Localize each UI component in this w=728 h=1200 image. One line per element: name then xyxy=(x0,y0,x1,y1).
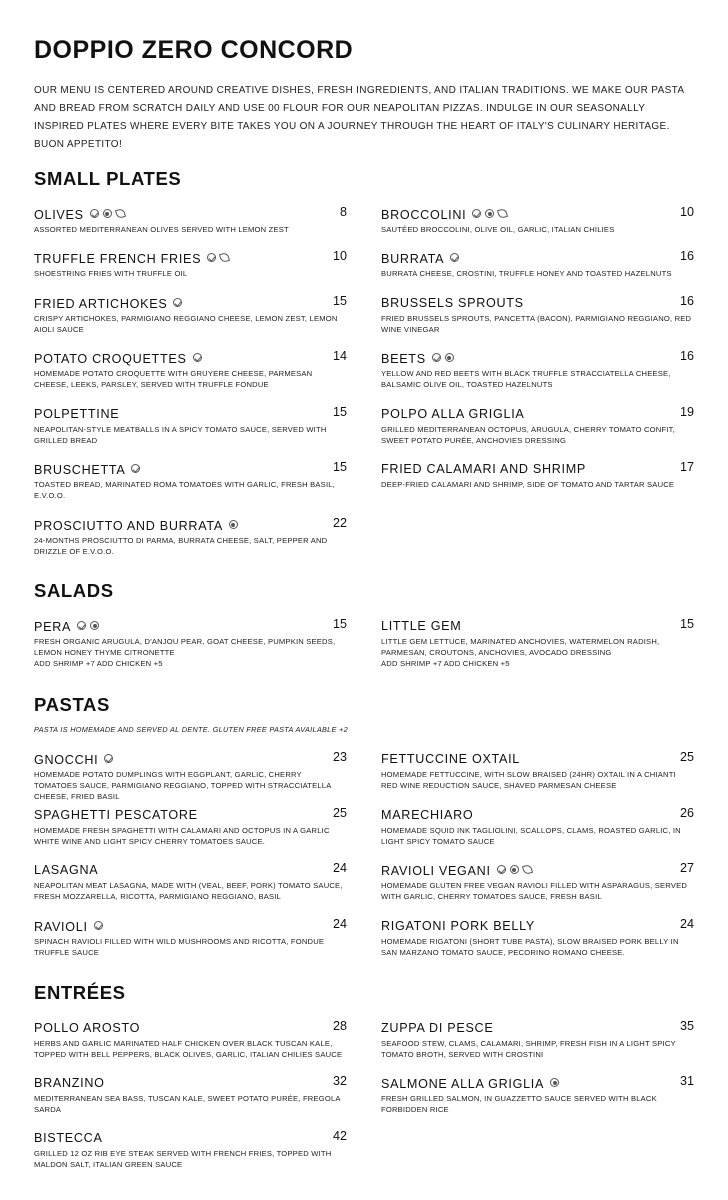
menu-item xyxy=(34,516,347,557)
gluten-free-icon xyxy=(445,353,454,362)
item-price: 17 xyxy=(679,460,694,474)
item-description: FRESH ORGANIC ARUGULA, D'ANJOU PEAR, GOAT CHEESE, PUMPKIN SEEDS, LEMON HONEY THYME CITRONETTE xyxy=(34,637,336,657)
item-name: BRUSSELS SPROUTS xyxy=(381,296,524,310)
item-addon: ADD SHRIMP +7 ADD CHICKEN +5 xyxy=(34,659,163,668)
item-price: 25 xyxy=(332,806,347,820)
section-title-entrees: ENTRÉES xyxy=(34,982,126,1003)
item-name: TRUFFLE FRENCH FRIES xyxy=(34,252,202,266)
item-description: SHOESTRING FRIES WITH TRUFFLE OIL xyxy=(34,269,188,278)
menu-item xyxy=(381,917,694,958)
item-name: RAVIOLI VEGANI xyxy=(381,864,491,878)
menu-item xyxy=(381,861,694,902)
vegan-icon xyxy=(522,864,533,875)
item-description: FRIED BRUSSELS SPROUTS, PANCETTA (BACON), PARMIGIANO REGGIANO, RED WINE VINEGAR xyxy=(381,314,692,334)
item-description: NEAPOLITAN MEAT LASAGNA, MADE WITH (VEAL, BEEF, PORK) TOMATO SAUCE, FRESH MOZZARELLA, RICOTTA, PARMIGIANO REGGIANO, BASIL xyxy=(34,881,343,901)
dietary-icons xyxy=(550,1074,563,1092)
menu-item xyxy=(381,460,694,490)
item-name: GNOCCHI xyxy=(34,753,99,767)
item-price: 16 xyxy=(679,249,694,263)
vegetarian-icon xyxy=(94,921,103,930)
menu-item xyxy=(34,205,347,235)
menu-item xyxy=(34,1129,347,1170)
menu-item xyxy=(381,405,694,446)
item-name: BISTECCA xyxy=(34,1131,103,1145)
item-name: FRIED CALAMARI AND SHRIMP xyxy=(381,462,587,476)
item-description: ASSORTED MEDITERRANEAN OLIVES SERVED WITH LEMON ZEST xyxy=(34,225,289,234)
item-description: HOMEMADE SQUID INK TAGLIOLINI, SCALLOPS, CLAMS, ROASTED GARLIC, IN LIGHT SPICY TOMATO SAUCE xyxy=(381,826,681,846)
item-description: HOMEMADE POTATO CROQUETTE WITH GRUYERE CHEESE, PARMESAN CHEESE, LEEKS, PARSLEY, SERVED WITH TRUFFLE FONDUE xyxy=(34,369,313,389)
menu-item xyxy=(34,750,347,802)
item-description: 24-MONTHS PROSCIUTTO DI PARMA, BURRATA CHEESE, SALT, PEPPER AND DRIZZLE OF E.V.O.O. xyxy=(34,536,328,556)
item-name: BURRATA xyxy=(381,252,445,266)
item-description: TOASTED BREAD, MARINATED ROMA TOMATOES WITH GARLIC, FRESH BASIL, E.V.O.O. xyxy=(34,480,335,500)
dietary-icons xyxy=(472,205,511,223)
menu-item xyxy=(381,617,694,669)
menu-item xyxy=(34,806,347,847)
item-description: HOMEMADE GLUTEN FREE VEGAN RAVIOLI FILLED WITH ASPARAGUS, SERVED WITH GARLIC, CHERRY TOMATOES SAUCE, FRESH BASIL xyxy=(381,881,688,901)
item-price: 35 xyxy=(679,1019,694,1033)
vegetarian-icon xyxy=(90,209,99,218)
item-price: 8 xyxy=(339,205,347,219)
item-name: BEETS xyxy=(381,352,426,366)
menu-item xyxy=(34,861,347,902)
item-price: 31 xyxy=(679,1074,694,1088)
item-name: OLIVES xyxy=(34,208,84,222)
item-description: DEEP-FRIED CALAMARI AND SHRIMP, SIDE OF TOMATO AND TARTAR SAUCE xyxy=(381,480,675,489)
dietary-icons xyxy=(94,917,107,935)
item-name: FETTUCCINE OXTAIL xyxy=(381,752,521,766)
item-price: 23 xyxy=(332,750,347,764)
menu-item xyxy=(34,617,347,669)
dietary-icons xyxy=(193,349,206,367)
item-price: 25 xyxy=(679,750,694,764)
dietary-icons xyxy=(432,349,458,367)
item-price: 24 xyxy=(332,917,347,931)
item-price: 10 xyxy=(679,205,694,219)
item-name: POLPETTINE xyxy=(34,407,120,421)
dietary-icons xyxy=(131,460,144,478)
section-title-small-plates: SMALL PLATES xyxy=(34,168,182,189)
menu-item xyxy=(381,205,694,235)
vegetarian-icon xyxy=(497,865,506,874)
item-name: POLLO AROSTO xyxy=(34,1021,141,1035)
item-name: RIGATONI PORK BELLY xyxy=(381,919,535,933)
menu-item xyxy=(34,405,347,446)
section-title-pastas: PASTAS xyxy=(34,694,110,715)
item-description: SEAFOOD STEW, CLAMS, CALAMARI, SHRIMP, FRESH FISH IN A LIGHT SPICY TOMATO BROTH, SERVED WITH CROSTINI xyxy=(381,1039,676,1059)
item-price: 28 xyxy=(332,1019,347,1033)
item-name: PERA xyxy=(34,620,72,634)
item-description: HOMEMADE POTATO DUMPLINGS WITH EGGPLANT, GARLIC, CHERRY TOMATOES SAUCE, PARMIGIANO REGGIANO, TOPPED WITH STRACCIATELLA CHEESE, FRIED BASIL xyxy=(34,770,332,801)
item-name: SALMONE ALLA GRIGLIA xyxy=(381,1077,545,1091)
menu-item xyxy=(34,917,347,958)
item-description: HOMEMADE FETTUCCINE, WITH SLOW BRAISED (24HR) OXTAIL IN A CHIANTI RED WINE REDUCTION SAUCE, SHAVED PARMESAN CHEESE xyxy=(381,770,676,790)
item-price: 26 xyxy=(679,806,694,820)
gluten-free-icon xyxy=(103,209,112,218)
item-name: LITTLE GEM xyxy=(381,619,462,633)
item-price: 15 xyxy=(332,405,347,419)
item-description: HOMEMADE FRESH SPAGHETTI WITH CALAMARI AND OCTOPUS IN A GARLIC WHITE WINE AND LIGHT SPICY CHERRY TOMATOES SAUCE. xyxy=(34,826,330,846)
item-description: HERBS AND GARLIC MARINATED HALF CHICKEN OVER BLACK TUSCAN KALE, TOPPED WITH BELL PEPPERS, BLACK OLIVES, GARLIC, ITALIAN CHILIES SAUCE xyxy=(34,1039,343,1059)
item-name: MARECHIARO xyxy=(381,808,474,822)
item-price: 14 xyxy=(332,349,347,363)
vegan-icon xyxy=(219,252,230,263)
item-description: GRILLED 12 OZ RIB EYE STEAK SERVED WITH FRENCH FRIES, TOPPED WITH MALDON SALT, ITALIAN GREEN SAUCE xyxy=(34,1149,332,1169)
gluten-free-icon xyxy=(550,1078,559,1087)
vegan-icon xyxy=(497,208,508,219)
page-title: DOPPIO ZERO CONCORD xyxy=(34,36,354,64)
item-name: BRANZINO xyxy=(34,1076,105,1090)
item-description: SPINACH RAVIOLI FILLED WITH WILD MUSHROOMS AND RICOTTA, FONDUE TRUFFLE SAUCE xyxy=(34,937,325,957)
item-price: 15 xyxy=(679,617,694,631)
item-description: SAUTÉED BROCCOLINI, OLIVE OIL, GARLIC, ITALIAN CHILIES xyxy=(381,225,615,234)
vegetarian-icon xyxy=(207,253,216,262)
intro-paragraph: OUR MENU IS CENTERED AROUND CREATIVE DISHES, FRESH INGREDIENTS, AND ITALIAN TRADITIONS. WE MAKE OUR PASTA AND BREAD FROM SCRATCH DAILY AND USE 00 FLOUR FOR OUR NEAPOLITAN PIZZAS. INDULGE IN OUR SEASONALLY INSPIRED PLATES WHERE EVERY BITE TAKES YOU ON A JOURNEY THROUGH THE HEART OF ITALY'S CULINARY HERITAGE. BUON APPETITO! xyxy=(34,85,684,150)
vegetarian-icon xyxy=(104,754,113,763)
menu-item xyxy=(34,249,347,279)
dietary-icons xyxy=(497,861,536,879)
item-description: LITTLE GEM LETTUCE, MARINATED ANCHOVIES, WATERMELON RADISH, PARMESAN, CROUTONS, ANCHOVIES, AVOCADO DRESSING xyxy=(381,637,660,657)
item-price: 15 xyxy=(332,460,347,474)
item-addon: ADD SHRIMP +7 ADD CHICKEN +5 xyxy=(381,659,510,668)
gluten-free-icon xyxy=(485,209,494,218)
section-title-salads: SALADS xyxy=(34,580,114,601)
item-description: FRESH GRILLED SALMON, IN GUAZZETTO SAUCE SERVED WITH BLACK FORBIDDEN RICE xyxy=(381,1094,657,1114)
item-name: BRUSCHETTA xyxy=(34,463,126,477)
item-name: POTATO CROQUETTES xyxy=(34,352,187,366)
item-price: 10 xyxy=(332,249,347,263)
gluten-free-icon xyxy=(510,865,519,874)
item-price: 16 xyxy=(679,349,694,363)
menu-item xyxy=(381,750,694,791)
item-name: LASAGNA xyxy=(34,863,99,877)
item-price: 24 xyxy=(679,917,694,931)
dietary-icons xyxy=(104,750,117,768)
menu-item xyxy=(34,349,347,390)
menu-item xyxy=(34,460,347,501)
menu-item xyxy=(34,1019,347,1060)
vegetarian-icon xyxy=(77,621,86,630)
item-price: 24 xyxy=(332,861,347,875)
item-description: CRISPY ARTICHOKES, PARMIGIANO REGGIANO CHEESE, LEMON ZEST, LEMON AIOLI SAUCE xyxy=(34,314,338,334)
gluten-free-icon xyxy=(229,520,238,529)
item-price: 27 xyxy=(679,861,694,875)
item-price: 15 xyxy=(332,617,347,631)
dietary-icons xyxy=(173,294,186,312)
item-name: FRIED ARTICHOKES xyxy=(34,297,168,311)
menu-item xyxy=(381,294,694,335)
item-price: 15 xyxy=(332,294,347,308)
item-price: 22 xyxy=(332,516,347,530)
dietary-icons xyxy=(229,516,242,534)
item-description: NEAPOLITAN-STYLE MEATBALLS IN A SPICY TOMATO SAUCE, SERVED WITH GRILLED BREAD xyxy=(34,425,327,445)
section-note-pastas: PASTA IS HOMEMADE AND SERVED AL DENTE. GLUTEN FREE PASTA AVAILABLE +2 xyxy=(34,725,348,734)
item-name: RAVIOLI xyxy=(34,920,88,934)
item-name: BROCCOLINI xyxy=(381,208,467,222)
dietary-icons xyxy=(77,617,103,635)
item-description: HOMEMADE RIGATONI (SHORT TUBE PASTA), SLOW BRAISED PORK BELLY IN SAN MARZANO TOMATO SAUCE, PECORINO ROMANO CHEESE. xyxy=(381,937,679,957)
vegetarian-icon xyxy=(472,209,481,218)
item-name: POLPO ALLA GRIGLIA xyxy=(381,407,525,421)
item-name: ZUPPA DI PESCE xyxy=(381,1021,494,1035)
vegetarian-icon xyxy=(432,353,441,362)
item-price: 32 xyxy=(332,1074,347,1088)
dietary-icons xyxy=(207,249,233,267)
item-description: YELLOW AND RED BEETS WITH BLACK TRUFFLE STRACCIATELLA CHEESE, BALSAMIC OLIVE OIL, TOASTED HAZELNUTS xyxy=(381,369,671,389)
menu-item xyxy=(34,294,347,335)
menu-item xyxy=(381,349,694,390)
vegetarian-icon xyxy=(131,464,140,473)
item-description: BURRATA CHEESE, CROSTINI, TRUFFLE HONEY AND TOASTED HAZELNUTS xyxy=(381,269,672,278)
menu-item xyxy=(381,1019,694,1060)
item-description: GRILLED MEDITERRANEAN OCTOPUS, ARUGULA, CHERRY TOMATO CONFIT, SWEET POTATO PURÉE, ANCHOVIES DRESSING xyxy=(381,425,675,445)
vegetarian-icon xyxy=(173,298,182,307)
menu-item xyxy=(381,1074,694,1115)
menu-item xyxy=(381,806,694,847)
item-description: MEDITERRANEAN SEA BASS, TUSCAN KALE, SWEET POTATO PURÉE, FREGOLA SARDA xyxy=(34,1094,341,1114)
item-price: 42 xyxy=(332,1129,347,1143)
item-name: PROSCIUTTO AND BURRATA xyxy=(34,519,223,533)
vegan-icon xyxy=(115,208,126,219)
dietary-icons xyxy=(90,205,129,223)
gluten-free-icon xyxy=(90,621,99,630)
item-name: SPAGHETTI PESCATORE xyxy=(34,808,198,822)
vegetarian-icon xyxy=(450,253,459,262)
vegetarian-icon xyxy=(193,353,202,362)
item-price: 19 xyxy=(679,405,694,419)
menu-item xyxy=(34,1074,347,1115)
menu-item xyxy=(381,249,694,279)
dietary-icons xyxy=(450,249,463,267)
item-price: 16 xyxy=(679,294,694,308)
